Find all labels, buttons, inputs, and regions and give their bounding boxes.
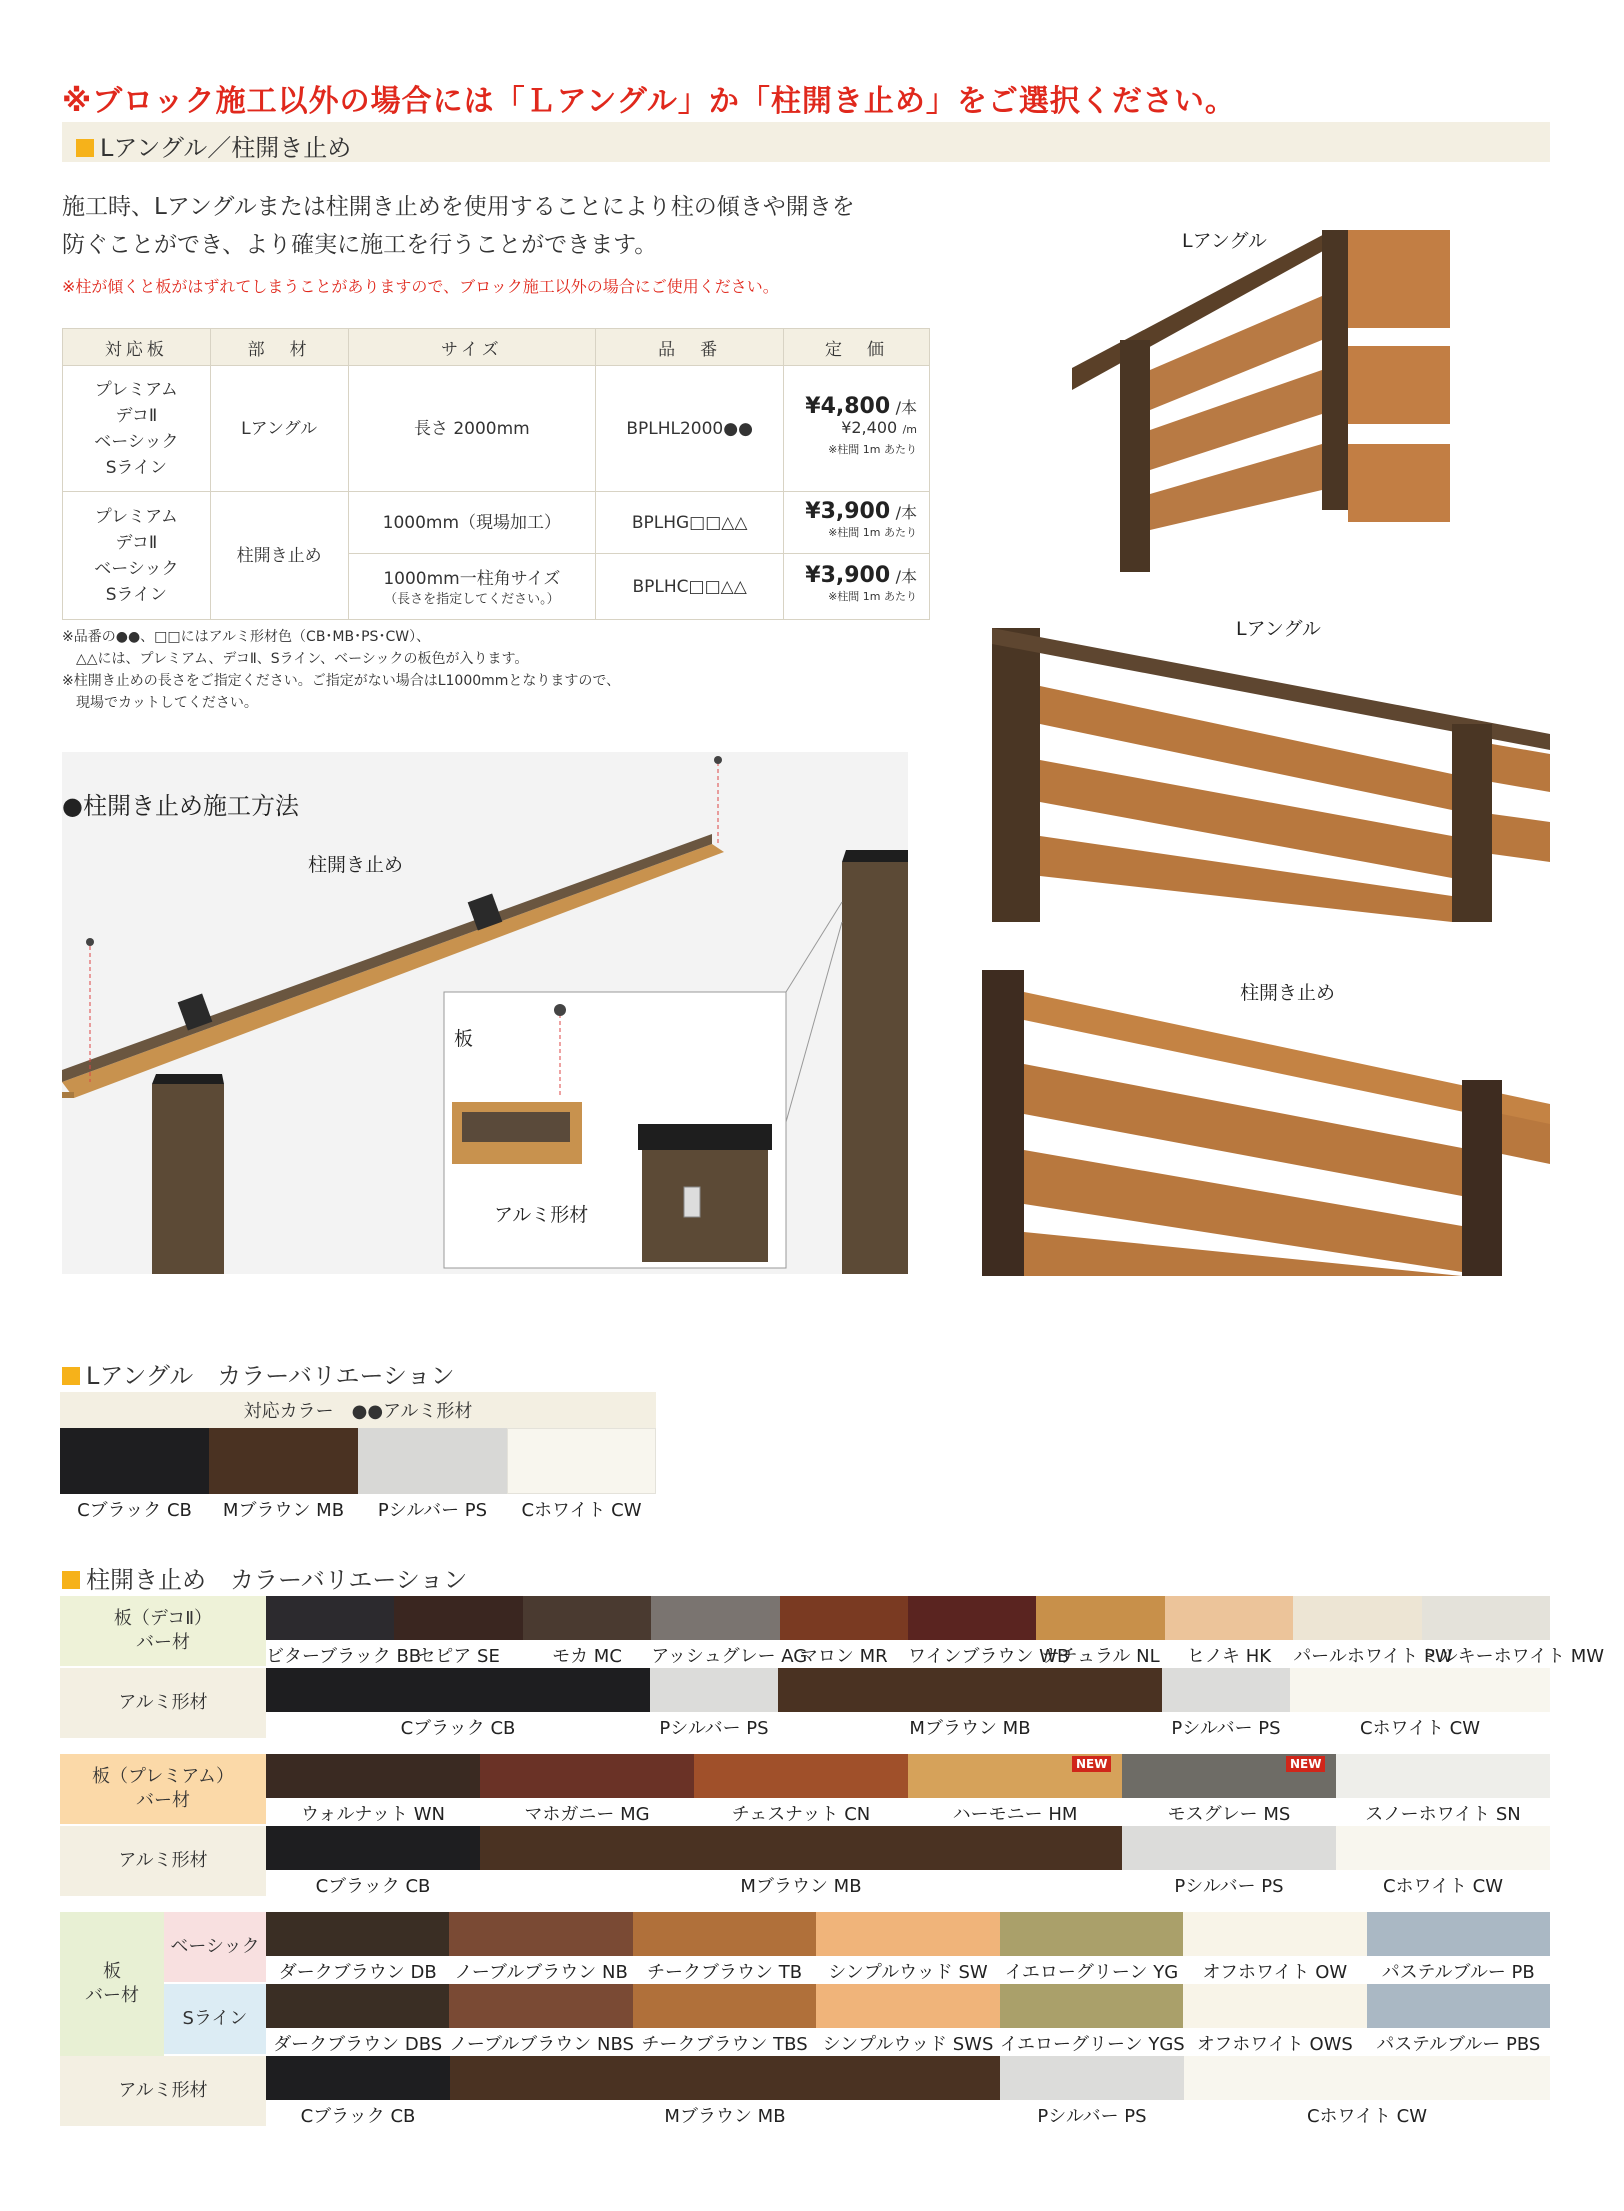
swatch-label: チークブラウン TB bbox=[647, 1962, 803, 1983]
color-swatch bbox=[1184, 2056, 1550, 2100]
swatch-label: イエローグリーン YG bbox=[1004, 1962, 1179, 1983]
photo-l-angle-2 bbox=[982, 614, 1550, 922]
new-badge: NEW bbox=[1072, 1756, 1111, 1772]
color-swatch bbox=[1122, 1826, 1336, 1870]
swatch-label: マロン MR bbox=[799, 1646, 888, 1667]
installation-diagram bbox=[62, 752, 908, 1274]
swatch-label: シンプルウッド SWS bbox=[822, 2034, 994, 2055]
size: 長さ 2000mm bbox=[348, 366, 596, 492]
intro-note: ※柱が傾くと板がはずれてしまうことがありますので、ブロック施工以外の場合にご使用ください。 bbox=[62, 277, 779, 296]
swatch-label: Mブラウン MB bbox=[740, 1876, 862, 1897]
swatch-cw bbox=[507, 1428, 656, 1494]
photo-stop bbox=[982, 964, 1550, 1276]
premium-alumi-header: アルミ形材 bbox=[60, 1826, 266, 1896]
footnotes bbox=[62, 626, 620, 714]
size bbox=[348, 554, 596, 620]
color-swatch bbox=[633, 1984, 816, 2028]
color-swatch bbox=[1422, 1596, 1550, 1640]
color-swatch bbox=[266, 2056, 450, 2100]
color-swatch bbox=[523, 1596, 651, 1640]
swatch-label: モスグレー MS bbox=[1167, 1804, 1291, 1825]
footnote: △△には、プレミアム、デコⅡ、Sライン、ベーシックの板色が入ります。 bbox=[62, 651, 529, 667]
color-swatch bbox=[1367, 1912, 1550, 1956]
swatch-label: ノーブルブラウン NBS bbox=[449, 2034, 634, 2055]
intro-line: 施工時、Lアングルまたは柱開き止めを使用することにより柱の傾きや開きを bbox=[62, 194, 855, 220]
fence-photo-2 bbox=[982, 614, 1550, 922]
swatch-label: セピア SE bbox=[417, 1646, 500, 1667]
warning-text: ※ブロック施工以外の場合には「Ｌアングル」か「柱開き止め」をご選択ください。 bbox=[62, 84, 1236, 119]
photo-label: 柱開き止め bbox=[1240, 982, 1336, 1004]
table-header: 部 材 bbox=[210, 329, 348, 366]
color-swatch bbox=[266, 1754, 480, 1798]
swatch-label: Cホワイト CW bbox=[521, 1500, 642, 1521]
deco-header: 板（デコⅡ） バー材 bbox=[60, 1596, 266, 1666]
color-swatch bbox=[780, 1596, 908, 1640]
swatch-label: パールホワイト PW bbox=[1293, 1646, 1453, 1667]
premium-header: 板（プレミアム） バー材 bbox=[60, 1754, 266, 1824]
material: Lアングル bbox=[210, 366, 348, 492]
swatch-label: Cホワイト CW bbox=[1359, 1718, 1481, 1739]
price-note: ※柱間 1m あたり bbox=[828, 443, 917, 456]
footnote: ※品番の●●、□□にはアルミ形材色（CB･MB･PS･CW）、 bbox=[62, 629, 431, 645]
l-angle-colors-title bbox=[62, 1356, 455, 1391]
diagram-illustration bbox=[62, 752, 908, 1274]
color-swatch bbox=[651, 1596, 779, 1640]
swatch-label: スノーホワイト SN bbox=[1365, 1804, 1521, 1825]
swatch-label: Pシルバー PS bbox=[377, 1500, 488, 1521]
color-swatch bbox=[266, 1668, 650, 1712]
new-badge: NEW bbox=[1286, 1756, 1325, 1772]
swatch-cb bbox=[60, 1428, 209, 1494]
spec-table bbox=[62, 328, 930, 620]
color-swatch bbox=[266, 1826, 480, 1870]
color-swatch bbox=[633, 1912, 816, 1956]
diagram-label-board: 板 bbox=[454, 1028, 474, 1050]
price-note: ※柱間 1m あたり bbox=[828, 526, 917, 539]
color-swatch bbox=[1367, 1984, 1550, 2028]
product-code: BPLHC□□△△ bbox=[596, 554, 784, 620]
fence-photo-1 bbox=[1072, 200, 1550, 574]
price-unit: /本 bbox=[895, 503, 917, 522]
swatch-label: ハーモニー HM bbox=[952, 1804, 1078, 1825]
swatch-label: ヒノキ HK bbox=[1186, 1646, 1272, 1667]
price bbox=[784, 554, 930, 620]
material: 柱開き止め bbox=[210, 492, 348, 620]
swatch-label: ワインブラウン WB bbox=[908, 1646, 1070, 1667]
swatch-label: パステルブルー PBS bbox=[1376, 2034, 1541, 2055]
swatch-label: Pシルバー PS bbox=[1171, 1718, 1281, 1739]
price-main: ¥3,900 bbox=[805, 499, 891, 524]
square-icon bbox=[62, 1367, 80, 1385]
size: 1000mm（現場加工） bbox=[348, 492, 596, 554]
intro-text bbox=[62, 188, 942, 264]
diagram-title: ●柱開き止め施工方法 bbox=[62, 792, 299, 820]
board-list: プレミアム デコⅡ ベーシック Sライン bbox=[63, 366, 211, 492]
diagram-label-stop: 柱開き止め bbox=[308, 854, 404, 876]
color-swatch bbox=[1183, 1912, 1366, 1956]
swatch-label: パステルブルー PB bbox=[1381, 1962, 1535, 1983]
basic-alumi-header: アルミ形材 bbox=[60, 2056, 266, 2126]
color-swatch bbox=[694, 1754, 908, 1798]
swatch-label: モカ MC bbox=[552, 1646, 622, 1667]
swatch-label: Mブラウン MB bbox=[222, 1500, 345, 1521]
table-header: 対応板 bbox=[63, 329, 211, 366]
swatch-label: Cブラック CB bbox=[315, 1876, 431, 1897]
l-angle-swatches bbox=[60, 1428, 656, 1526]
swatch-label: Cホワイト CW bbox=[1382, 1876, 1504, 1897]
color-swatch bbox=[1036, 1596, 1164, 1640]
color-swatch bbox=[1000, 1984, 1183, 2028]
sline-sub-header: Sライン bbox=[164, 1984, 266, 2054]
basic-sub-header: ベーシック bbox=[164, 1912, 266, 1982]
basic-header: 板 バー材 bbox=[60, 1912, 164, 2056]
swatch-label: ノーブルブラウン NB bbox=[454, 1962, 628, 1983]
size-note: （長さを指定してください。） bbox=[384, 591, 560, 607]
swatch-label: Pシルバー PS bbox=[659, 1718, 769, 1739]
color-swatch bbox=[1290, 1668, 1550, 1712]
color-swatch bbox=[1165, 1596, 1293, 1640]
swatch-mb bbox=[209, 1428, 358, 1494]
swatch-label: イエローグリーン YGS bbox=[999, 2034, 1185, 2055]
color-swatch bbox=[266, 1596, 394, 1640]
footnote: ※柱開き止めの長さをご指定ください。ご指定がない場合はL1000mmとなりますので、 bbox=[62, 673, 621, 689]
swatch-label: ウォルナット WN bbox=[301, 1804, 445, 1825]
intro-line: 防ぐことができ、より確実に施工を行うことができます。 bbox=[62, 232, 658, 258]
product-code: BPLHG□□△△ bbox=[596, 492, 784, 554]
price-unit: /m bbox=[902, 423, 917, 436]
swatch-label: オフホワイト OWS bbox=[1196, 2034, 1353, 2055]
swatch-label: Mブラウン MB bbox=[664, 2106, 786, 2127]
color-swatch bbox=[449, 1984, 632, 2028]
swatch-label: ビターブラック BB bbox=[266, 1646, 422, 1667]
square-icon bbox=[62, 1571, 80, 1589]
color-swatch bbox=[266, 1984, 449, 2028]
color-swatch bbox=[450, 2056, 1000, 2100]
swatch-label: Pシルバー PS bbox=[1174, 1876, 1284, 1897]
swatch-label: オフホワイト OW bbox=[1202, 1962, 1348, 1983]
swatch-label: ミルキーホワイト MW bbox=[1421, 1646, 1605, 1667]
color-swatch bbox=[1162, 1668, 1290, 1712]
swatch-label: Cブラック CB bbox=[77, 1500, 192, 1521]
price-unit: /本 bbox=[895, 567, 917, 586]
swatch-label: チェスナット CN bbox=[731, 1804, 871, 1825]
stop-color-grid bbox=[60, 1596, 1605, 2127]
color-swatch bbox=[1000, 2056, 1184, 2100]
color-swatch bbox=[266, 1912, 449, 1956]
color-swatch bbox=[816, 1984, 999, 2028]
price-per-m: ¥2,400 bbox=[841, 418, 898, 437]
color-swatch bbox=[908, 1596, 1036, 1640]
footnote: 現場でカットしてください。 bbox=[62, 695, 258, 711]
color-swatch bbox=[1336, 1826, 1550, 1870]
swatch-label: Cホワイト CW bbox=[1306, 2106, 1428, 2127]
price bbox=[784, 366, 930, 492]
swatch-ps bbox=[358, 1428, 507, 1494]
photo-label: Lアングル bbox=[1182, 230, 1267, 252]
color-swatch bbox=[816, 1912, 999, 1956]
board-list: プレミアム デコⅡ ベーシック Sライン bbox=[63, 492, 211, 620]
section-title-text: Lアングル／柱開き止め bbox=[100, 134, 352, 162]
swatch-label: アッシュグレー AG bbox=[651, 1646, 808, 1667]
swatch-label: Cブラック CB bbox=[300, 2106, 416, 2127]
color-swatch bbox=[650, 1668, 778, 1712]
swatch-label: シンプルウッド SW bbox=[828, 1962, 988, 1983]
color-swatch bbox=[1336, 1754, 1550, 1798]
swatch-label: Pシルバー PS bbox=[1037, 2106, 1147, 2127]
section-title bbox=[76, 128, 351, 163]
color-swatch bbox=[394, 1596, 522, 1640]
color-swatch bbox=[449, 1912, 632, 1956]
swatch-label: ダークブラウン DB bbox=[278, 1962, 437, 1983]
photo-label: Lアングル bbox=[1236, 618, 1321, 640]
color-swatch bbox=[778, 1668, 1162, 1712]
color-swatch bbox=[1293, 1596, 1421, 1640]
swatch-label: Cブラック CB bbox=[400, 1718, 516, 1739]
color-swatch bbox=[1000, 1912, 1183, 1956]
swatch-label: マホガニー MG bbox=[524, 1804, 650, 1825]
l-angle-colors-header: 対応カラー ●●アルミ形材 bbox=[60, 1392, 656, 1428]
price-main: ¥3,900 bbox=[805, 563, 891, 588]
swatch-label: チークブラウン TBS bbox=[641, 2034, 808, 2055]
price-note: ※柱間 1m あたり bbox=[828, 590, 917, 603]
table-header: 品 番 bbox=[596, 329, 784, 366]
fence-photo-3 bbox=[982, 964, 1550, 1276]
product-code: BPLHL2000●● bbox=[596, 366, 784, 492]
stop-colors-title-text: 柱開き止め カラーバリエーション bbox=[86, 1566, 468, 1594]
table-header: サイズ bbox=[348, 329, 596, 366]
color-swatch bbox=[480, 1826, 1122, 1870]
color-swatch bbox=[480, 1754, 694, 1798]
diagram-label-alumi: アルミ形材 bbox=[494, 1204, 589, 1226]
deco-alumi-header: アルミ形材 bbox=[60, 1668, 266, 1738]
size-text: 1000mm一柱角サイズ bbox=[383, 568, 561, 589]
price bbox=[784, 492, 930, 554]
swatch-label: ダークブラウン DBS bbox=[273, 2034, 443, 2055]
l-angle-colors-title-text: Lアングル カラーバリエーション bbox=[86, 1362, 455, 1390]
color-swatch bbox=[1183, 1984, 1366, 2028]
price-main: ¥4,800 bbox=[805, 394, 891, 419]
photo-l-angle-1 bbox=[1072, 200, 1550, 574]
price-unit: /本 bbox=[895, 398, 917, 417]
swatch-label: ナチュラル NL bbox=[1041, 1646, 1160, 1667]
square-icon bbox=[76, 139, 94, 157]
stop-colors-title bbox=[62, 1560, 467, 1595]
table-header: 定 価 bbox=[784, 329, 930, 366]
swatch-label: Mブラウン MB bbox=[909, 1718, 1031, 1739]
